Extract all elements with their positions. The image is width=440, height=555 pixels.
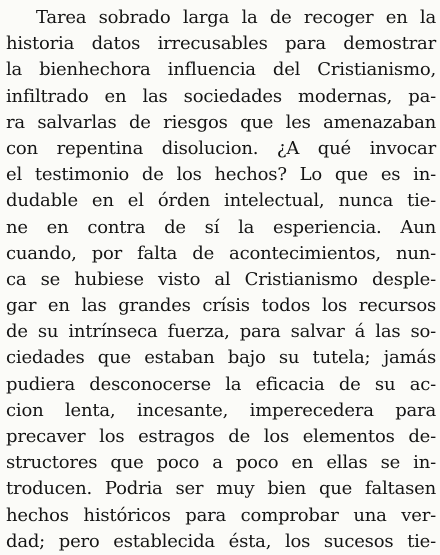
text-line-17: precaver los estragos de los elementos de- xyxy=(6,426,436,447)
text-line-7: el testimonio de los hechos? Lo que es in- xyxy=(6,164,436,186)
text-line-5: ra salvarlas de riesgos que les amenazaban xyxy=(6,111,436,133)
text-line-11: ca se hubiese visto al Cristianismo desple- xyxy=(6,268,436,290)
text-line-1: Tarea sobrado larga la de recoger en la xyxy=(36,7,436,28)
text-line-4: infiltrado en las sociedades modernas, pa- xyxy=(6,85,436,107)
text-line-3: la bienhechora influencia del Cristianismo, xyxy=(6,59,436,81)
text-line-20: hechos históricos para comprobar una ver- xyxy=(6,504,436,526)
text-line-2: historia datos irrecusables para demostrar xyxy=(6,33,436,55)
text-line-12: gar en las grandes crísis todos los recursos xyxy=(6,295,436,317)
text-line-8: dudable en el órden intelectual, nunca tie- xyxy=(6,190,436,212)
text-line-6: con repentina disolucion. ¿A qué invocar xyxy=(6,137,436,159)
text-line-19: troducen. Podria ser muy bien que faltasen xyxy=(6,478,436,500)
text-line-14: ciedades que estaban bajo su tutela; jamás xyxy=(6,347,436,369)
text-line-18: structores que poco a poco en ellas se in- xyxy=(6,452,436,474)
text-line-9: ne en contra de sí la esperiencia. Aun xyxy=(6,216,436,238)
text-line-10: cuando, por falta de acontecimientos, nun- xyxy=(6,242,436,264)
text-line-21: dad; pero establecida ésta, los sucesos tie- xyxy=(6,530,436,552)
text-line-16: cion lenta, incesante, imperecedera para xyxy=(6,399,436,421)
text-line-13: de su intrínseca fuerza, para salvar á las so- xyxy=(6,321,436,343)
body-text xyxy=(6,5,436,555)
text-line-15: pudiera desconocerse la eficacia de su ac- xyxy=(6,373,436,395)
